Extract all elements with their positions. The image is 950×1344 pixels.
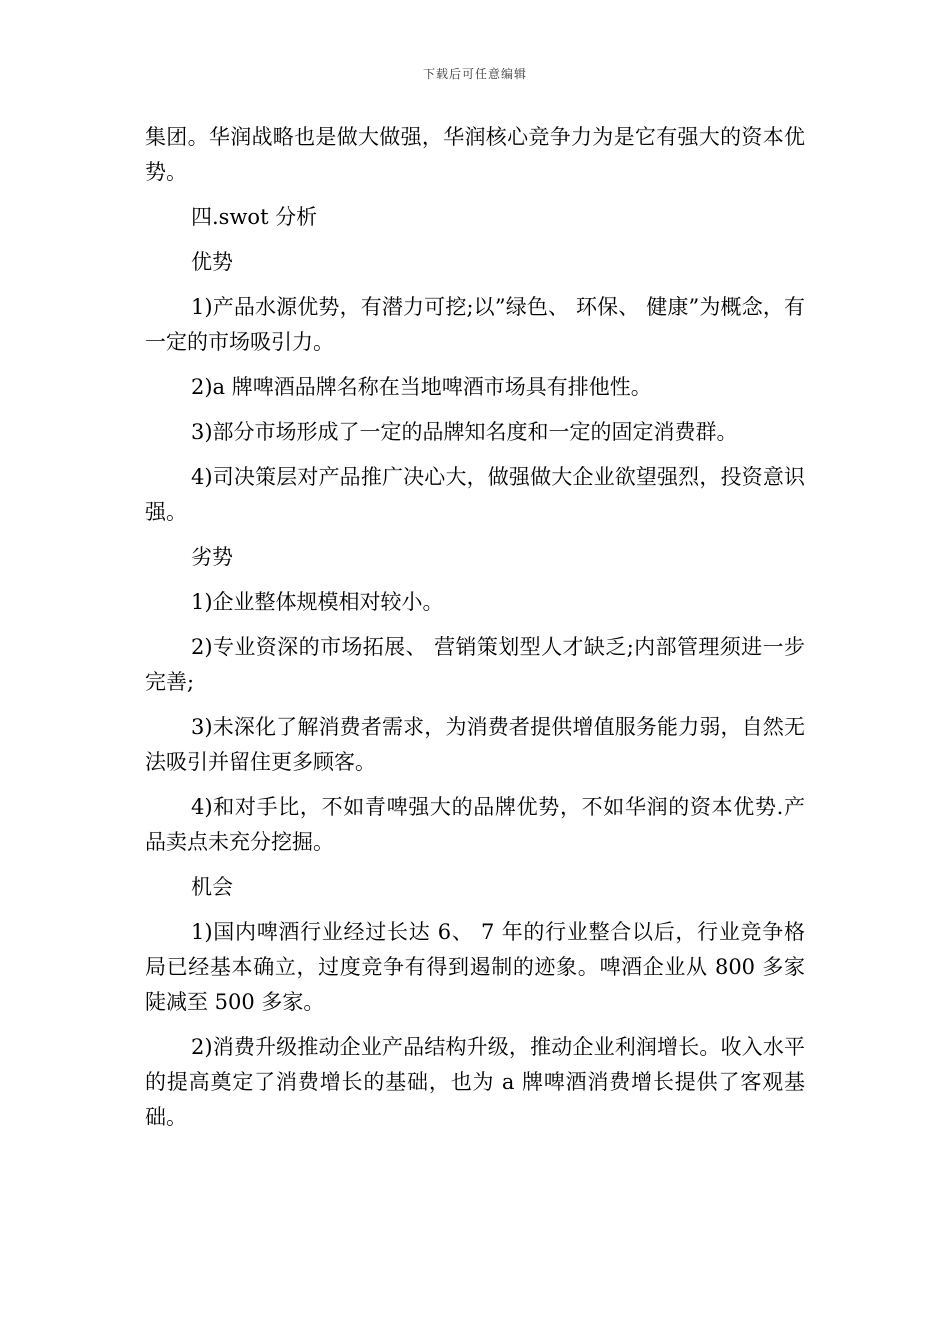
weakness-item-2: 2)专业资深的市场拓展、 营销策划型人才缺乏;内部管理须进一步完善; — [145, 635, 805, 694]
paragraph-continuation: 集团。华润战略也是做大做强，华润核心竞争力为是它有强大的资本优势。 — [145, 125, 805, 184]
subheading-strengths: 优势 — [191, 250, 233, 274]
strength-item-3: 3)部分市场形成了一定的品牌知名度和一定的固定消费群。 — [191, 420, 738, 444]
strength-item-2: 2)a 牌啤酒品牌名称在当地啤酒市场具有排他性。 — [191, 375, 652, 399]
opportunity-item-2: 2)消费升级推动企业产品结构升级，推动企业利润增长。收入水平的提高奠定了消费增长的基础，也为 a 牌啤酒消费增长提供了客观基础。 — [145, 1035, 805, 1129]
page-header: 下载后可任意编辑 — [422, 67, 527, 81]
subheading-opportunities: 机会 — [191, 875, 233, 899]
weakness-item-1: 1)企业整体规模相对较小。 — [191, 590, 444, 614]
document-body — [145, 120, 805, 1145]
strength-item-1: 1)产品水源优势，有潜力可挖;以”绿色、 环保、 健康”为概念，有一定的市场吸引力。 — [145, 295, 805, 354]
strength-item-4: 4)司决策层对产品推广决心大，做强做大企业欲望强烈，投资意识强。 — [145, 465, 805, 524]
subheading-weaknesses: 劣势 — [191, 545, 233, 569]
opportunity-item-1: 1)国内啤酒行业经过长达 6、 7 年的行业整合以后，行业竞争格局已经基本确立，过度竞争有得到遏制的迹象。啤酒企业从 800 多家陡减至 500 多家。 — [145, 920, 805, 1014]
section-heading-swot: 四.swot 分析 — [191, 205, 318, 229]
weakness-item-4: 4)和对手比，不如青啤强大的品牌优势，不如华润的资本优势.产品卖点未充分挖掘。 — [145, 795, 805, 854]
weakness-item-3: 3)未深化了解消费者需求，为消费者提供增值服务能力弱，自然无法吸引并留住更多顾客。 — [145, 715, 805, 774]
